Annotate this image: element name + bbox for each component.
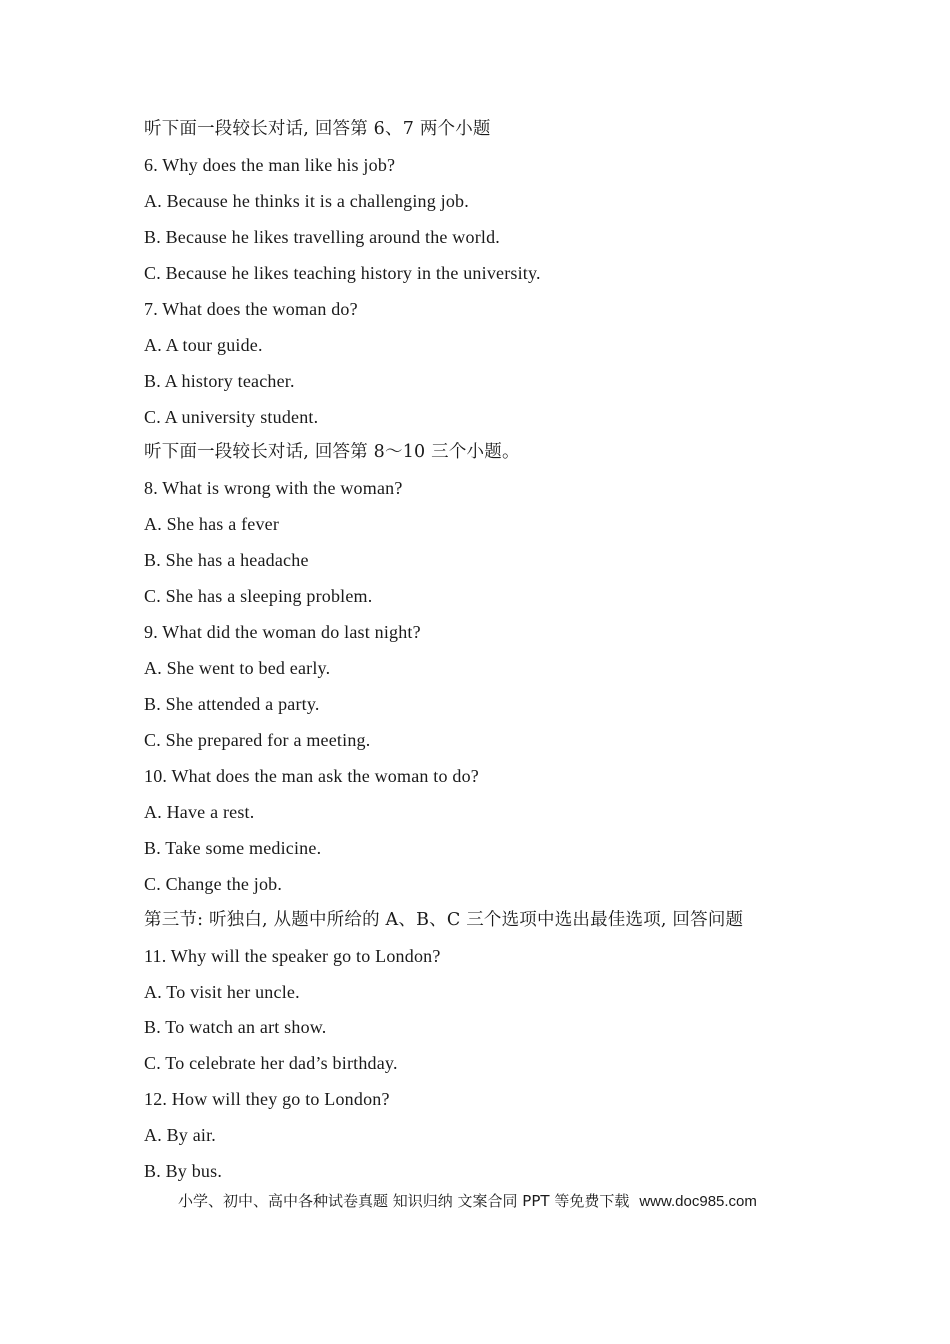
section-instruction-dialogue-8-10: 听下面一段较长对话, 回答第 8～10 三个小题。 [144, 442, 520, 463]
question-8: 8. What is wrong with the woman? [144, 478, 403, 499]
question-11-option-a: A. To visit her uncle. [144, 981, 300, 1002]
page-footer [178, 1188, 757, 1215]
question-11: 11. Why will the speaker go to London? [144, 945, 441, 966]
question-9: 9. What did the woman do last night? [144, 622, 421, 643]
question-7-option-c: C. A university student. [144, 406, 319, 427]
footer-text: 小学、初中、高中各种试卷真题 知识归纳 文案合同 PPT 等免费下载 [178, 1192, 630, 1210]
question-11-option-b: B. To watch an art show. [144, 1017, 327, 1038]
question-10-option-c: C. Change the job. [144, 873, 283, 894]
question-7-option-a: A. A tour guide. [144, 334, 263, 355]
question-6-option-b: B. Because he likes travelling around the world. [144, 226, 501, 247]
question-11-option-c: C. To celebrate her dad’s birthday. [144, 1053, 398, 1074]
question-6: 6. Why does the man like his job? [144, 154, 396, 175]
question-6-option-a: A. Because he thinks it is a challenging job. [144, 190, 469, 211]
question-7-option-b: B. A history teacher. [144, 370, 295, 391]
question-9-option-c: C. She prepared for a meeting. [144, 729, 371, 750]
question-7: 7. What does the woman do? [144, 298, 358, 319]
question-10-option-a: A. Have a rest. [144, 801, 255, 822]
footer-url: www.doc985.com [639, 1193, 757, 1210]
question-8-option-b: B. She has a headache [144, 550, 309, 571]
question-12-option-b: B. By bus. [144, 1161, 223, 1182]
section-three-instruction: 第三节: 听独白, 从题中所给的 A、B、C 三个选项中选出最佳选项, 回答问题 [144, 909, 744, 930]
question-12-option-a: A. By air. [144, 1125, 216, 1146]
document-body [144, 112, 844, 1190]
question-12: 12. How will they go to London? [144, 1089, 390, 1110]
question-6-option-c: C. Because he likes teaching history in the university. [144, 262, 541, 283]
question-8-option-a: A. She has a fever [144, 514, 280, 535]
question-9-option-a: A. She went to bed early. [144, 658, 331, 679]
section-instruction-dialogue-6-7: 听下面一段较长对话, 回答第 6、7 两个小题 [144, 119, 491, 139]
question-9-option-b: B. She attended a party. [144, 694, 320, 714]
question-10-option-b: B. Take some medicine. [144, 837, 322, 858]
question-8-option-c: C. She has a sleeping problem. [144, 586, 373, 607]
question-10: 10. What does the man ask the woman to do? [144, 765, 479, 786]
